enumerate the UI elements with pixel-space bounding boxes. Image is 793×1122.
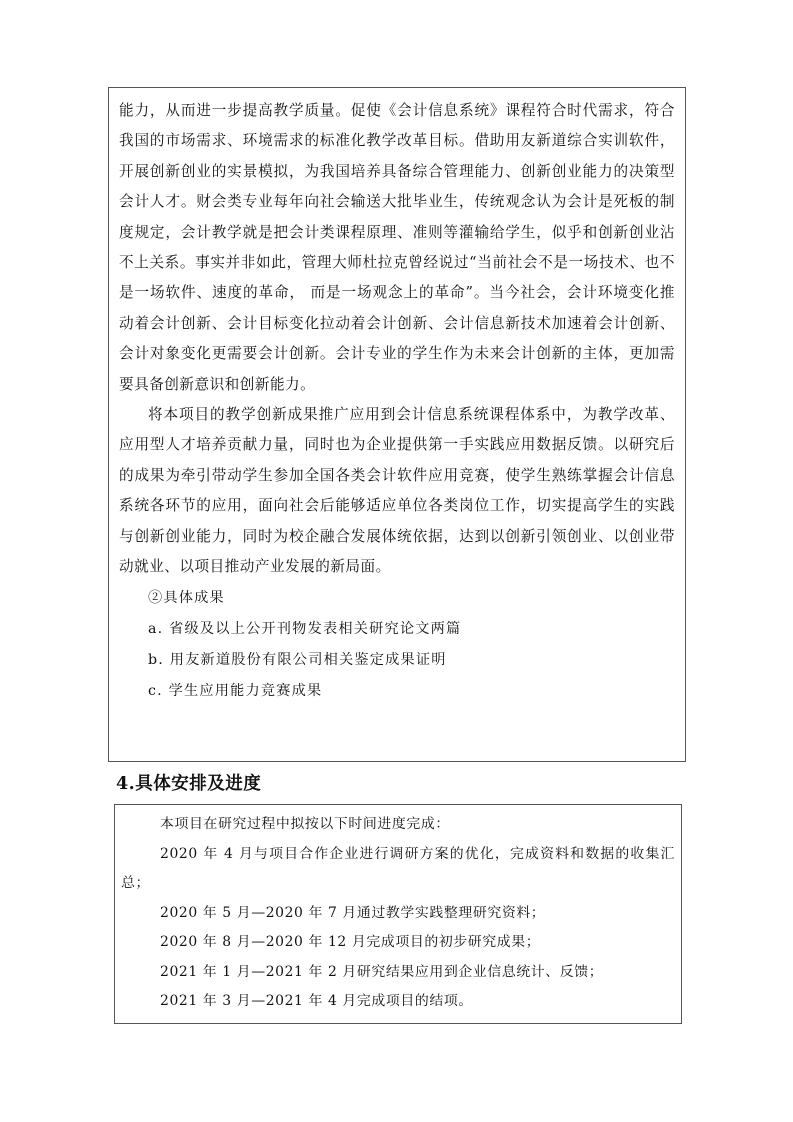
- schedule-step: 2021 年 1 月—2021 年 2 月研究结果应用到企业信息统计、反馈；: [160, 963, 604, 980]
- section4-heading: 4.具体安排及进度: [116, 774, 262, 794]
- section4-content-box: [114, 804, 682, 1024]
- result-item: c. 学生应用能力竞赛成果: [148, 682, 323, 699]
- background-paragraph: 能力，从而进一步提高教学质量。促使《会计信息系统》课程符合时代需求，符合我国的市场需求、环境需求的标准化教学改革目标。借助用友新道综合实训软件，开展创新创业的实景模拟，为我国培养具备综合管理能力、创新创业能力的决策型会计人才。财会类专业每年向社会输送大批毕业生，传统观念认为会计是死板的制度规定，会计教学就是把会计类课程原理、准则等灌输给学生，似乎和创新创业沾不上关系。事实并非如此，管理大师杜拉克曾经说过“当前社会不是一场技术、也不是一场软件、速度的革命， 而是一场观念上的革命”。当今社会，会计环境变化推动着会计创新、会计目标变化拉动着会计创新、会计信息新技术加速着会计创新、会计对象变化更需要会计创新。会计专业的学生作为未来会计创新的主体，更加需要具备创新意识和创新能力。: [119, 102, 675, 393]
- results-title: ②具体成果: [148, 589, 225, 606]
- schedule-step: 2021 年 3 月—2021 年 4 月完成项目的结项。: [160, 993, 473, 1009]
- section3-content-box: [108, 87, 686, 762]
- schedule-intro: 本项目在研究过程中拟按以下时间进度完成：: [160, 816, 450, 832]
- promotion-paragraph: 将本项目的教学创新成果推广应用到会计信息系统课程体系中，为教学改革、应用型人才培养贡献力量，同时也为企业提供第一手实践应用数据反馈。以研究后的成果为牵引带动学生参加全国各类会计软件应用竞赛，使学生熟练掌握会计信息系统各环节的应用，面向社会后能够适应单位各类岗位工作，切实提高学生的实践与创新创业能力，同时为校企融合发展体统依据，达到以创新引领创业、以创业带动就业、以项目推动产业发展的新局面。: [119, 406, 675, 576]
- schedule-step: 2020 年 4 月与项目合作企业进行调研方案的优化，完成资料和数据的收集汇总；: [121, 845, 675, 891]
- result-item: a. 省级及以上公开刊物发表相关研究论文两篇: [148, 620, 462, 637]
- schedule-step: 2020 年 5 月—2020 年 7 月通过教学实践整理研究资料；: [160, 904, 546, 921]
- schedule-step: 2020 年 8 月—2020 年 12 月完成项目的初步研究成果；: [160, 934, 541, 950]
- result-item: b. 用友新道股份有限公司相关鉴定成果证明: [148, 651, 447, 668]
